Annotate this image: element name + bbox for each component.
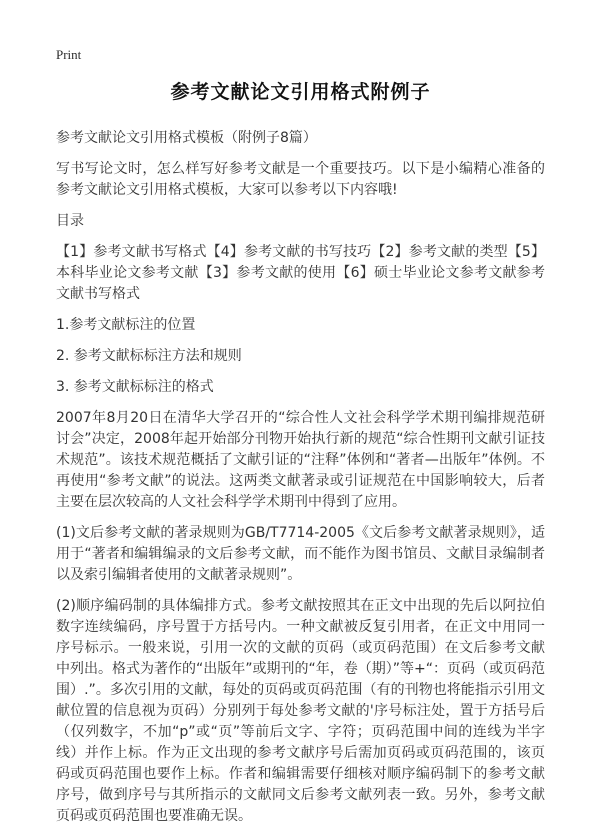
section-heading-1: 1.参考文献标注的位置: [56, 317, 196, 333]
toc-paragraph: 【1】参考文献书写格式【4】参考文献的书写技巧【2】参考文献的类型【5】本科毕业论文参考文献【3】参考文献的使用【6】硕士毕业论文参考文献参考文献书写格式: [56, 244, 545, 302]
body-paragraph-rule-1: (1)文后参考文献的著录规则为GB/T7714-2005《文后参考文献著录规则》，适用于“著者和编辑编录的文后参考文献，而不能作为图书馆员、文献目录编制者以及索引编辑者使用的文献著录规则”。: [56, 525, 545, 583]
subtitle: 参考文献论文引用格式模板（附例子8篇）: [56, 130, 317, 146]
intro-paragraph: 写书写论文时，怎么样写好参考文献是一个重要技巧。以下是小编精心准备的参考文献论文引用格式模板，大家可以参考以下内容哦!: [56, 161, 545, 198]
section-heading-2: 2. 参考文献标标注方法和规则: [56, 348, 242, 364]
toc-label: 目录: [56, 213, 84, 229]
section-heading-3: 3. 参考文献标标注的格式: [56, 379, 214, 395]
print-link[interactable]: Print: [56, 47, 82, 62]
page-title: 参考文献论文引用格式附例子: [170, 81, 431, 103]
body-paragraph-rule-2: (2)顺序编码制的具体编排方式。参考文献按照其在正文中出现的先后以阿拉伯数字连续编码，序号置于方括号内。一种文献被反复引用者，在正文中用同一序号标示。一般来说，引用一次的文献的页码（或页码范围）在文后参考文献中列出。格式为著作的“出版年”或期刊的“年，卷（期）”等+“：页码（或页码范围）.”。多次引用的文献，每处的页码或页码范围（有的刊物也将能指示引用文献位置的信息视为页码）分别列于每处参考文献的'序号标注处，置于方括号后（仅列数字，不加“p”或“页”等前后文字、字符；页码范围中间的连线为半字线）并作上标。作为正文出现的参考文献序号后需加页码或页码范围的，该页码或页码范围也要作上标。作者和编辑需要仔细核对顺序编码制下的参考文献序号，做到序号与其所指示的文献同文后参考文献列表一致。另外，参考文献页码或页码范围也要准确无误。: [56, 598, 545, 824]
body-paragraph-history: 2007年8月20日在清华大学召开的“综合性人文社会科学学术期刊编排规范研讨会”决定，2008年起开始部分刊物开始执行新的规范“综合性期刊文献引证技术规范”。该技术规范概括了文献引证的“注释”体例和“著者—出版年”体例。不再使用“参考文献”的说法。这两类文献著录或引证规范在中国影响较大，后者主要在层次较高的人文社会科学学术期刊中得到了应用。: [56, 410, 545, 510]
